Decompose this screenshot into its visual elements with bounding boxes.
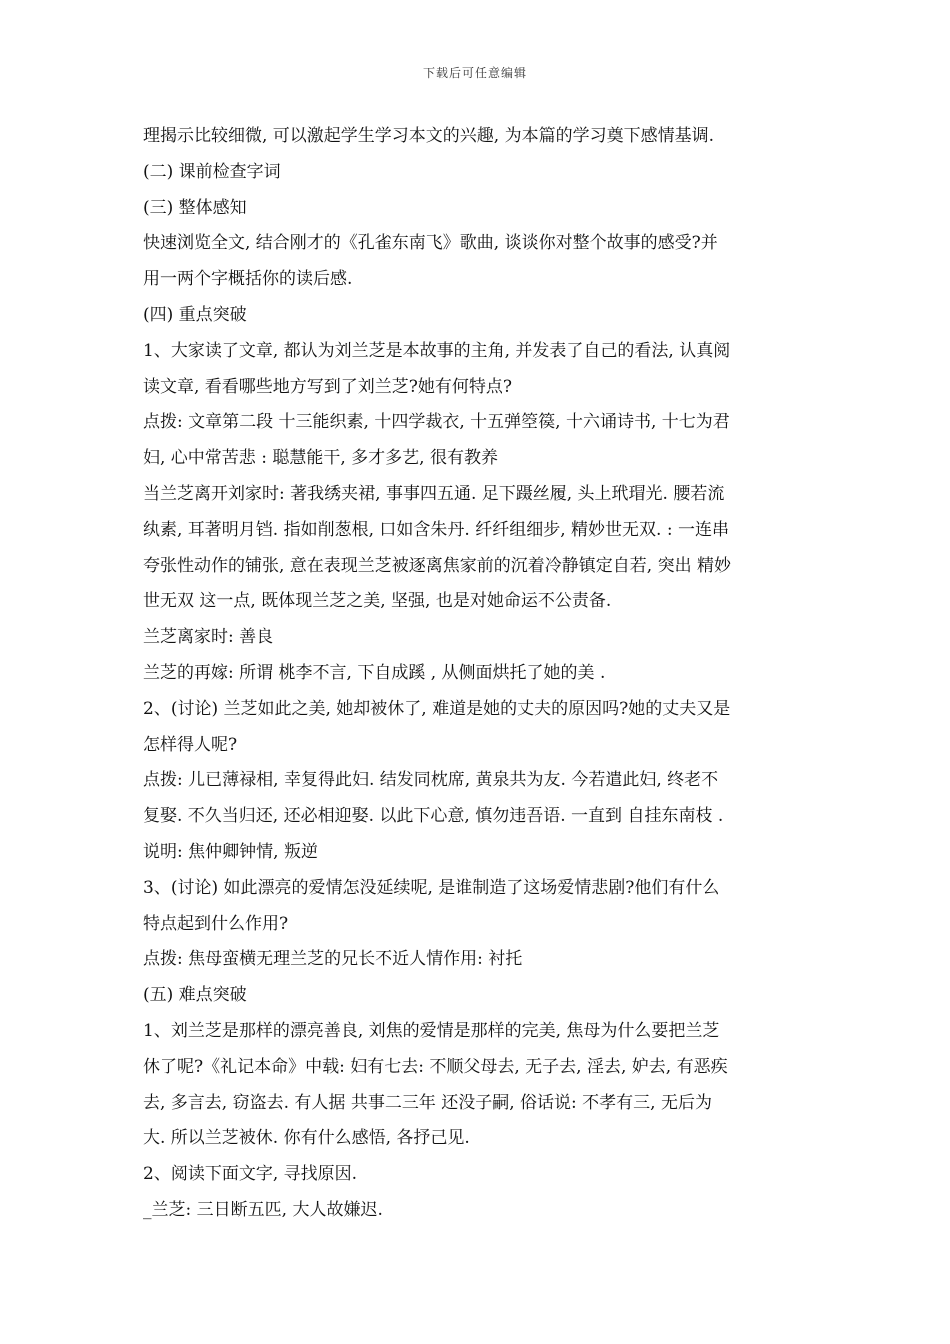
text-line: 怎样得人呢? xyxy=(143,734,238,755)
text-line: 兰芝离家时: 善良 xyxy=(143,627,274,648)
text-line: 世无双 这一点, 既体现兰芝之美, 坚强, 也是对她命运不公责备. xyxy=(143,591,612,612)
text-line: 点拨: 儿已薄禄相, 幸复得此妇. 结发同枕席, 黄泉共为友. 今若遣此妇, 终老不 xyxy=(143,770,719,791)
text-line: 2、(讨论) 兰芝如此之美, 她却被休了, 难道是她的丈夫的原因吗?她的丈夫又是 xyxy=(143,698,731,719)
text-line: (三) 整体感知 xyxy=(143,197,247,218)
text-line: 说明: 焦仲卿钟情, 叛逆 xyxy=(143,841,318,862)
text-line: (四) 重点突破 xyxy=(143,304,247,325)
text-line: 复娶. 不久当归还, 还必相迎娶. 以此下心意, 慎勿违吾语. 一直到 自挂东南枝 . xyxy=(143,806,724,827)
text-line: (二) 课前检查字词 xyxy=(143,161,281,182)
document-body xyxy=(143,119,813,1229)
text-line: 1、刘兰芝是那样的漂亮善良, 刘焦的爱情是那样的完美, 焦母为什么要把兰芝 xyxy=(143,1020,720,1041)
text-line: 去, 多言去, 窃盗去. 有人据 共事二三年 还没子嗣, 俗话说: 不孝有三, 无后为 xyxy=(143,1092,712,1113)
text-line: _兰芝: 三日断五匹, 大人故嫌迟. xyxy=(143,1199,383,1220)
text-line: 点拨: 焦母蛮横无理兰芝的兄长不近人情作用: 衬托 xyxy=(143,949,523,970)
text-line: 大. 所以兰芝被休. 你有什么感悟, 各抒己见. xyxy=(143,1128,470,1149)
text-line: 快速浏览全文, 结合刚才的《孔雀东南飞》歌曲, 谈谈你对整个故事的感受?并 xyxy=(143,233,718,254)
text-line: 点拨: 文章第二段 十三能织素, 十四学裁衣, 十五弹箜篌, 十六诵诗书, 十七为君 xyxy=(143,412,730,433)
text-line: (五) 难点突破 xyxy=(143,985,247,1006)
text-line: 理揭示比较细微, 可以激起学生学习本文的兴趣, 为本篇的学习奠下感情基调. xyxy=(143,126,715,146)
text-line: 夸张性动作的铺张, 意在表现兰芝被逐离焦家前的沉着冷静镇定自若, 突出 精妙 xyxy=(143,555,732,576)
text-line: 3、(讨论) 如此漂亮的爱情怎没延续呢, 是谁制造了这场爱情悲剧?他们有什么 xyxy=(143,877,720,898)
text-line: 1、大家读了文章, 都认为刘兰芝是本故事的主角, 并发表了自己的看法, 认真阅 xyxy=(143,340,731,361)
text-line: 休了呢?《礼记本命》中载: 妇有七去: 不顺父母去, 无子去, 淫去, 妒去, 有恶疾 xyxy=(143,1056,728,1077)
text-line: 用一两个字概括你的读后感. xyxy=(143,269,353,290)
text-line: 2、阅读下面文字, 寻找原因. xyxy=(143,1164,358,1185)
text-line: 特点起到什么作用? xyxy=(143,913,289,934)
page-header: 下载后可任意编辑 xyxy=(422,66,527,80)
text-line: 兰芝的再嫁: 所谓 桃李不言, 下自成蹊 , 从侧面烘托了她的美 . xyxy=(143,662,606,683)
text-line: 当兰芝离开刘家时: 著我绣夹裙, 事事四五通. 足下蹑丝履, 头上玳瑁光. 腰若流 xyxy=(143,483,725,504)
text-line: 妇, 心中常苦悲 : 聪慧能干, 多才多艺, 很有教养 xyxy=(143,448,498,469)
text-line: 读文章, 看看哪些地方写到了刘兰芝?她有何特点? xyxy=(143,376,513,397)
text-line: 纨素, 耳著明月铛. 指如削葱根, 口如含朱丹. 纤纤组细步, 精妙世无双. : 一连串 xyxy=(143,519,729,540)
